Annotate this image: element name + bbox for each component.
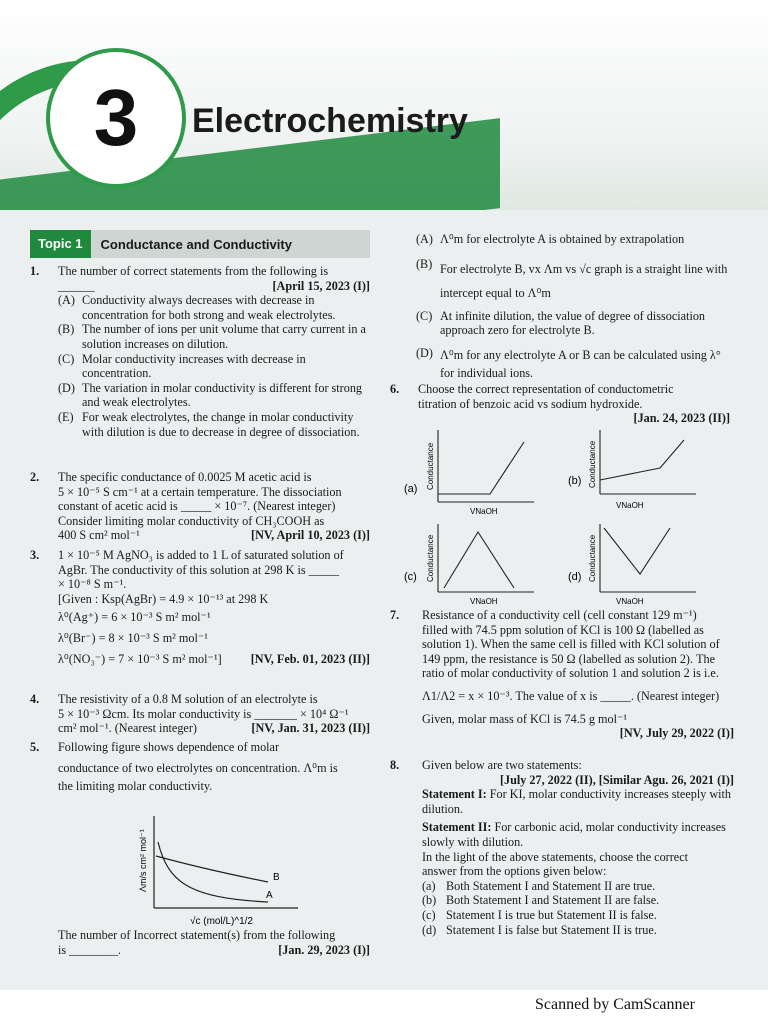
curve-b-label: B bbox=[273, 872, 280, 883]
graph-a bbox=[404, 430, 534, 516]
question-line: In the light of the above statements, choose the correct bbox=[422, 849, 689, 864]
graph-b-x-label: VNaOH bbox=[616, 501, 644, 510]
graph-d-curve bbox=[604, 528, 670, 574]
graph-b-curve bbox=[600, 440, 684, 480]
question-line: × 10⁻⁸ S m⁻¹. bbox=[58, 577, 127, 592]
question-line: 1 × 10⁻⁵ M AgNO₃ is added to 1 L of saturated solution of bbox=[58, 548, 344, 562]
exam-tag: [NV, April 10, 2023 (I)] bbox=[251, 528, 370, 543]
option-key: (D) bbox=[58, 380, 75, 395]
titration-graphs bbox=[404, 428, 704, 610]
question-line: λ⁰(Ag⁺) = 6 × 10⁻³ S m² mol⁻¹ bbox=[58, 610, 211, 625]
graph-c-label: (c) bbox=[404, 571, 417, 583]
question-line: Choose the correct representation of conductometric bbox=[418, 382, 674, 396]
graph-d-label: (d) bbox=[568, 571, 582, 583]
question-body bbox=[418, 382, 730, 426]
option bbox=[416, 232, 734, 247]
topic-heading bbox=[30, 230, 370, 258]
exam-tag: [Jan. 29, 2023 (I)] bbox=[278, 942, 370, 957]
question-line: λ⁰(Br⁻) = 8 × 10⁻³ S m² mol⁻¹ bbox=[58, 630, 208, 645]
question-line: constant of acetic acid is _____ × 10⁻⁷. (Nearest integer) bbox=[58, 499, 336, 514]
option-key: (b) bbox=[422, 893, 437, 908]
option bbox=[422, 923, 734, 938]
question-number: 1. bbox=[30, 264, 40, 278]
graph-d bbox=[568, 524, 696, 606]
exam-tag: [NV, Feb. 01, 2023 (II)] bbox=[250, 651, 370, 666]
question-line: λ⁰(NO₃⁻) = 7 × 10⁻³ S m² mol⁻¹] bbox=[58, 651, 222, 666]
question-line: The specific conductance of 0.0025 M acetic acid is bbox=[58, 470, 312, 484]
exam-tag: [Jan. 24, 2023 (II)] bbox=[633, 411, 730, 426]
option-key: (B) bbox=[58, 322, 75, 337]
question-line: AgBr. The conductivity of this solution at 298 K is _____ bbox=[58, 562, 340, 577]
curve-a bbox=[158, 842, 268, 902]
option-key: (D) bbox=[416, 345, 433, 360]
option-key: (B) bbox=[416, 256, 433, 271]
graph-d-x-label: VNaOH bbox=[616, 597, 644, 606]
statement-1-text: For KI, molar conductivity increases steeply with dilution. bbox=[422, 787, 732, 816]
option-key: (C) bbox=[58, 351, 75, 366]
graph-a-y-label: Conductance bbox=[426, 442, 435, 490]
exam-tag: [July 27, 2022 (II), [Similar Agu. 26, 2021 (I)] bbox=[499, 772, 734, 787]
option-text: Both Statement I and Statement II are true. bbox=[446, 878, 656, 893]
option bbox=[422, 908, 734, 923]
question-line: The resistivity of a 0.8 M solution of an electrolyte is bbox=[58, 692, 318, 706]
option-text: For weak electrolytes, the change in molar conductivity with dilution is due to decrease in degree of dissociation. bbox=[82, 409, 360, 439]
option bbox=[30, 293, 370, 322]
option bbox=[30, 410, 370, 439]
exam-tag: [NV, July 29, 2022 (I)] bbox=[619, 726, 734, 741]
option-text: The variation in molar conductivity is different for strong and weak electrolytes. bbox=[82, 380, 363, 410]
question-line: answer from the options given below: bbox=[422, 864, 607, 879]
option-text: Both Statement I and Statement II are false. bbox=[446, 893, 660, 908]
question-number: 2. bbox=[30, 470, 40, 484]
statement-1-label: Statement I: bbox=[422, 787, 487, 802]
option-text: The number of ions per unit volume that carry current in a solution increases on dilution. bbox=[82, 322, 366, 351]
option bbox=[30, 381, 370, 410]
question-line: cm² mol⁻¹. (Nearest integer) bbox=[58, 721, 197, 736]
chapter-header bbox=[0, 0, 768, 210]
question-line: the limiting molar conductivity. bbox=[58, 779, 213, 794]
question-line: 149 ppm, the resistance is 50 Ω (labelled as solution 2). The bbox=[422, 651, 716, 666]
question-line: Λ1/Λ2 = x × 10⁻³. The value of x is _____. (Nearest integer) bbox=[422, 688, 720, 703]
question-line: The number of Incorrect statement(s) from the following bbox=[58, 928, 336, 942]
option-text: At infinite dilution, the value of degree of dissociation approach zero for electrolyte B. bbox=[440, 308, 706, 338]
option bbox=[416, 257, 734, 305]
question-body bbox=[58, 740, 370, 794]
question-line: titration of benzoic acid vs sodium hydroxide. bbox=[418, 396, 643, 411]
question-line: 5 × 10⁻³ Ωcm. Its molar conductivity is _______ × 10⁴ Ω⁻¹ bbox=[58, 706, 349, 721]
question-body bbox=[58, 692, 370, 736]
topic-tag: Topic 1 bbox=[30, 230, 91, 258]
graph-c-x-label: VNaOH bbox=[470, 597, 498, 606]
question-line: 400 S cm² mol⁻¹ bbox=[58, 528, 140, 543]
question-number: 6. bbox=[390, 382, 400, 396]
question-line: ratio of molar conductivity of solution 1 and solution 2 is i.e. bbox=[422, 666, 719, 681]
chapter-number: 3 bbox=[93, 73, 139, 162]
left-column bbox=[30, 264, 375, 964]
option bbox=[30, 352, 370, 381]
question-number: 7. bbox=[390, 608, 400, 622]
question-line: solution 1). When the same cell is filled with KCl solution of bbox=[422, 637, 720, 652]
statement-2-text: For carbonic acid, molar conductivity increases slowly with dilution. bbox=[422, 820, 726, 849]
question-body bbox=[58, 264, 370, 439]
exam-tag: [April 15, 2023 (I)] bbox=[272, 278, 370, 293]
question-line: conductance of two electrolytes on concentration. Λ⁰m is bbox=[58, 760, 338, 775]
chapter-badge bbox=[50, 52, 182, 184]
exam-tag: [NV, Jan. 31, 2023 (II)] bbox=[251, 721, 370, 736]
option-key: (a) bbox=[422, 878, 436, 893]
graph-b-y-label: Conductance bbox=[588, 440, 597, 488]
option-text: Statement I is false but Statement II is true. bbox=[446, 922, 657, 937]
option-key: (C) bbox=[416, 308, 433, 323]
option-key: (A) bbox=[58, 293, 75, 308]
graph-c-y-label: Conductance bbox=[426, 534, 435, 582]
question-line: Given, molar mass of KCl is 74.5 g mol⁻¹ bbox=[422, 711, 628, 726]
question-number: 3. bbox=[30, 548, 40, 562]
option bbox=[422, 893, 734, 908]
option-key: (E) bbox=[58, 409, 74, 424]
option-text: Λ⁰m for any electrolyte A or B can be calculated using λ° for individual ions. bbox=[440, 347, 721, 380]
option-key: (d) bbox=[422, 922, 437, 937]
option-text: Conductivity always decreases with decrease in concentration for both strong and weak electrolytes. bbox=[82, 293, 336, 322]
question-5-options bbox=[416, 232, 734, 382]
curve-a-label: A bbox=[266, 890, 273, 901]
answer-blank: ______ bbox=[58, 278, 95, 293]
option-text: For electrolyte B, vx Λm vs √c graph is a straight line with intercept equal to Λ⁰m bbox=[440, 261, 728, 300]
graph-a-x-label: VNaOH bbox=[470, 507, 498, 516]
question-line: is ________. bbox=[58, 942, 121, 957]
question-body bbox=[422, 758, 734, 937]
option-key: (c) bbox=[422, 907, 436, 922]
question-number: 5. bbox=[30, 740, 40, 754]
option bbox=[416, 309, 734, 338]
option-text: Statement I is true but Statement II is false. bbox=[446, 907, 657, 922]
option bbox=[30, 322, 370, 351]
figure-x-label: √c (mol/L)^1/2 bbox=[190, 916, 253, 927]
graph-a-label: (a) bbox=[404, 483, 418, 495]
question-body bbox=[58, 548, 370, 666]
curve-b bbox=[156, 856, 268, 882]
option bbox=[416, 346, 734, 382]
option bbox=[422, 879, 734, 894]
chapter-title: Electrochemistry bbox=[192, 102, 468, 140]
question-number: 4. bbox=[30, 692, 40, 706]
question-line: Given below are two statements: bbox=[422, 758, 582, 772]
figure-y-label: Λm/s cm² mol⁻¹ bbox=[138, 829, 148, 892]
question-number: 8. bbox=[390, 758, 400, 772]
question-stem: The number of correct statements from the following is bbox=[58, 264, 329, 278]
option-key: (A) bbox=[416, 232, 433, 246]
question-line: filled with 74.5 ppm solution of KCl is 100 Ω (labelled as bbox=[422, 622, 704, 637]
scanner-watermark: Scanned by CamScanner bbox=[535, 996, 695, 1013]
graph-c bbox=[404, 524, 534, 606]
graph-c-curve bbox=[444, 532, 514, 588]
graph-b-label: (b) bbox=[568, 475, 582, 487]
topic-title: Conductance and Conductivity bbox=[100, 236, 292, 252]
question-line: Resistance of a conductivity cell (cell constant 129 m⁻¹) bbox=[422, 608, 697, 622]
option-text: Molar conductivity increases with decrease in concentration. bbox=[82, 351, 306, 381]
question-body bbox=[58, 928, 370, 957]
graph-d-y-label: Conductance bbox=[588, 534, 597, 582]
statement-2-label: Statement II: bbox=[422, 820, 492, 835]
question-line: Consider limiting molar conductivity of CH₃COOH as bbox=[58, 513, 325, 528]
question-line: [Given : Ksp(AgBr) = 4.9 × 10⁻¹³ at 298 K bbox=[58, 591, 269, 606]
question-line: Following figure shows dependence of molar bbox=[58, 740, 280, 754]
graph-b bbox=[568, 430, 696, 510]
molar-conductance-figure bbox=[118, 812, 308, 930]
option-text: Λ⁰m for electrolyte A is obtained by extrapolation bbox=[440, 232, 685, 246]
right-column bbox=[390, 232, 740, 972]
question-body bbox=[422, 608, 734, 741]
graph-a-curve bbox=[438, 442, 524, 494]
question-body bbox=[58, 470, 370, 543]
question-line: 5 × 10⁻⁵ S cm⁻¹ at a certain temperature. The dissociation bbox=[58, 484, 342, 499]
